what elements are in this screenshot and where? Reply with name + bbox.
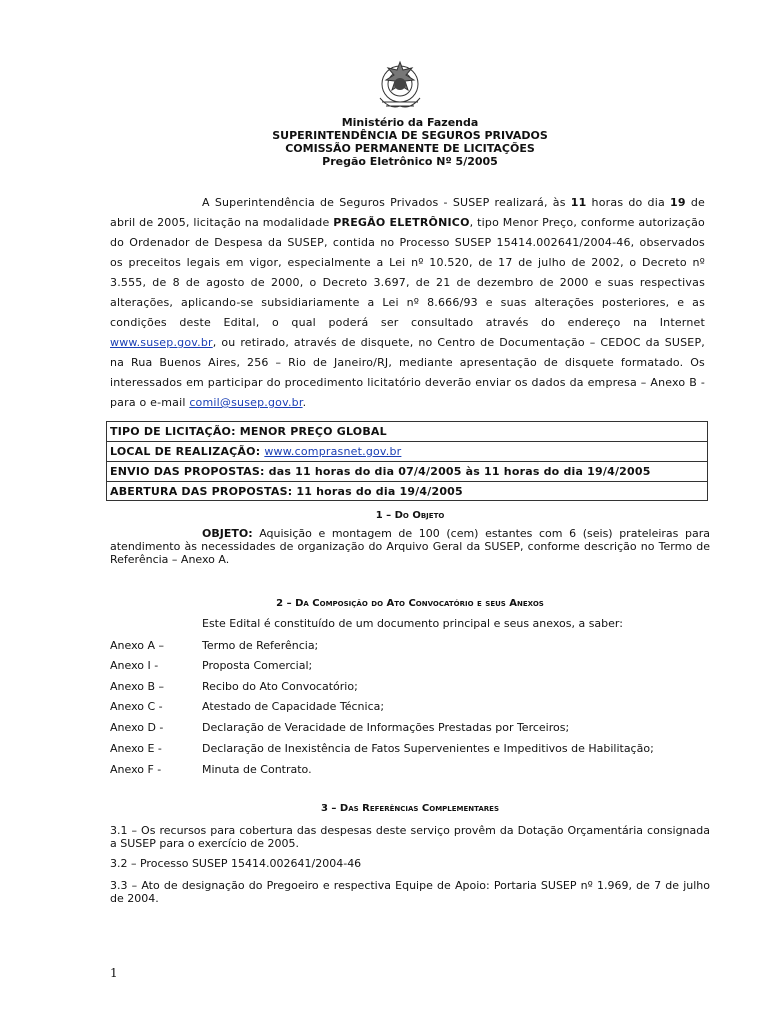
section-3-title (110, 803, 710, 814)
bid-location-label: LOCAL DE REALIZAÇÃO: (110, 445, 265, 458)
section-1-title (110, 510, 710, 521)
list-item (110, 700, 384, 713)
intro-text: , tipo Menor Preço, conforme autorização do Ordenador de Despesa da SUSEP, contida no Processo SUSEP 15414.002641/2004-46, observados os preceitos legais em vigor, especialmente a Lei nº 10.520, de 17 de julho de 2002, o Decreto nº 3.555, de 8 de agosto de 2000, o Decreto 3.697, de 21 de dezembro de 2000 e suas respectivas alterações, aplicando-se subsidiariamente a Lei nº 8.666/93 e suas alterações posteriores, e as condições deste Edital, o qual poderá ser consultado através do endereço na Internet (110, 216, 705, 329)
annex-label: Anexo B – (110, 680, 165, 693)
list-item (110, 659, 312, 672)
annex-label: Anexo I - (110, 659, 159, 672)
comprasnet-link[interactable]: www.comprasnet.gov.br (264, 445, 402, 458)
proposal-opening-row: ABERTURA DAS PROPOSTAS: 11 horas do dia 19/4/2005 (110, 485, 463, 498)
section-title-text: Das Referências Complementares (339, 803, 500, 814)
intro-text: . (302, 396, 307, 409)
ministry-name: Ministério da Fazenda (341, 116, 479, 129)
annex-description: Proposta Comercial; (202, 659, 313, 672)
annex-description: Minuta de Contrato. (202, 763, 312, 776)
coat-of-arms-icon (372, 58, 428, 114)
intro-text: A Superintendência de Seguros Privados - SUSEP realizará, às (202, 196, 571, 209)
reference-item: 3.2 – Processo SUSEP 15414.002641/2004-46 (110, 857, 362, 870)
bid-location-row (107, 442, 707, 462)
annex-label: Anexo C - (110, 700, 163, 713)
intro-text: horas do dia (586, 196, 671, 209)
reference-item: 3.1 – Os recursos para cobertura das despesas deste serviço provêm da Dotação Orçamentária consignada a SUSEP para o exercício de 2005. (110, 824, 710, 850)
annex-description: Termo de Referência; (202, 639, 319, 652)
intro-day: 19 (670, 196, 686, 209)
annex-intro: Este Edital é constituído de um documento principal e seus anexos, a saber: (202, 617, 623, 630)
bid-info-box (106, 421, 708, 501)
intro-paragraph (110, 193, 705, 413)
object-text: Aquisição e montagem de 100 (cem) estantes com 6 (seis) prateleiras para atendimento às necessidades de organização do Arquivo Geral da SUSEP, conforme descrição no Termo de Referência – Anexo A. (110, 527, 710, 566)
intro-hour: 11 (570, 196, 587, 209)
list-item (110, 639, 318, 652)
list-item (110, 742, 654, 755)
annex-description: Recibo do Ato Convocatório; (202, 680, 358, 693)
annex-description: Atestado de Capacidade Técnica; (202, 700, 385, 713)
section-number: 3 – (320, 803, 340, 814)
section-2-title (110, 598, 710, 609)
annex-label: Anexo F - (110, 763, 162, 776)
intro-text: , ou retirado, através de disquete, no Centro de Documentação – CEDOC da SUSEP, na Rua Buenos Aires, 256 – Rio de Janeiro/RJ, mediante apresentação de disquete formatado. Os interessados em participar do procedimento licitatório deverão enviar os dados da empresa – Anexo B - para o e-mail (110, 336, 705, 409)
section-number: 2 – (276, 598, 296, 609)
annex-description: Declaração de Inexistência de Fatos Supervenientes e Impeditivos de Habilitação; (202, 742, 654, 755)
intro-modalidade: PREGÃO ELETRÔNICO (333, 216, 470, 229)
section-number: 1 – (375, 510, 395, 521)
list-item (110, 721, 569, 734)
section-title-text: Da Composição do Ato Convocatório e seus Anexos (295, 598, 544, 609)
list-item (110, 680, 358, 693)
reference-item: 3.3 – Ato de designação do Pregoeiro e respectiva Equipe de Apoio: Portaria SUSEP nº 1.969, de 7 de julho de 2004. (110, 879, 710, 905)
annex-label: Anexo E - (110, 742, 162, 755)
annex-description: Declaração de Veracidade de Informações Prestadas por Terceiros; (202, 721, 570, 734)
agency-name: SUPERINTENDÊNCIA DE SEGUROS PRIVADOS (272, 129, 548, 142)
intro-text: de abril de 2005, licitação na modalidade (110, 196, 705, 229)
susep-site-link[interactable]: www.susep.gov.br (110, 336, 213, 349)
document-header (110, 116, 710, 168)
proposal-submission-row: ENVIO DAS PROPOSTAS: das 11 horas do dia 07/4/2005 às 11 horas do dia 19/4/2005 (107, 462, 707, 482)
document-title: Pregão Eletrônico Nº 5/2005 (322, 155, 498, 168)
object-label: OBJETO: (202, 527, 253, 540)
object-paragraph (110, 527, 710, 566)
email-link[interactable]: comil@susep.gov.br (189, 396, 303, 409)
list-item (110, 763, 312, 776)
section-title-text: Do Objeto (394, 510, 445, 521)
annex-label: Anexo D - (110, 721, 164, 734)
bid-type-row: TIPO DE LICITAÇÃO: MENOR PREÇO GLOBAL (107, 422, 707, 442)
commission-name: COMISSÃO PERMANENTE DE LICITAÇÕES (285, 142, 535, 155)
page-number: 1 (110, 966, 118, 980)
annex-label: Anexo A – (110, 639, 164, 652)
